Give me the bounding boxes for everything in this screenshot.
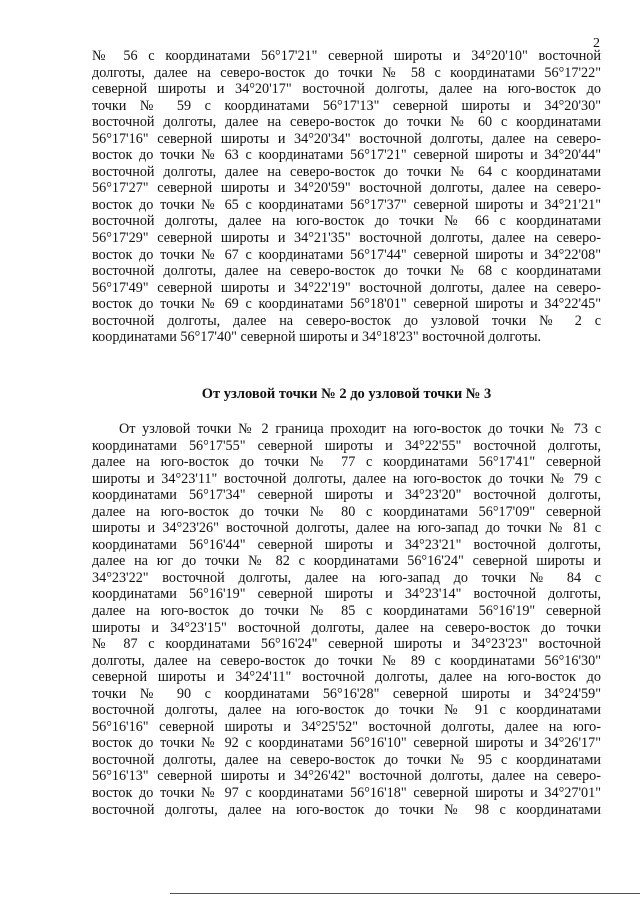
text-line: долготы, далее на северо-восток до точки № 58 с координатами 56°17'22" bbox=[92, 64, 601, 81]
text-line: восток до точки № 97 с координатами 56°16'18" северной широты и 34°27'01" bbox=[92, 785, 601, 802]
text-line: далее на юго-восток до точки № 77 с координатами 56°17'41" северной bbox=[92, 454, 601, 471]
text-line: восточной долготы, далее на северо-восток до точки № 64 с координатами bbox=[92, 163, 601, 180]
text-line: далее на юго-восток до точки № 85 с координатами 56°16'19" северной bbox=[92, 603, 601, 620]
bottom-divider bbox=[170, 893, 640, 894]
text-line: северной широты и 34°20'17" восточной долготы, далее на юго-восток до bbox=[92, 81, 601, 98]
text-line: точки № 90 с координатами 56°16'28" северной широты и 34°24'59" bbox=[92, 685, 601, 702]
text-line: долготы, далее на северо-восток до точки № 89 с координатами 56°16'30" bbox=[92, 652, 601, 669]
section-heading: От узловой точки № 2 до узловой точки № 3 bbox=[201, 386, 492, 402]
text-line: точки № 59 с координатами 56°17'13" северной широты и 34°20'30" bbox=[92, 97, 601, 114]
text-line: восточной долготы, далее на северо-восток до узловой точки № 2 с bbox=[92, 312, 601, 329]
text-line: восточной долготы, далее на юго-восток до точки № 98 с координатами bbox=[92, 801, 601, 818]
text-line: восточной долготы, далее на юго-восток до точки № 66 с координатами bbox=[92, 213, 601, 230]
text-line: далее на юг до точки № 82 с координатами 56°16'24" северной широты и bbox=[92, 553, 601, 570]
text-line: 56°17'16" северной широты и 34°20'34" восточной долготы, далее на северо- bbox=[92, 130, 601, 147]
text-line: широты и 34°23'26" восточной долготы, далее на юго-запад до точки № 81 с bbox=[92, 520, 601, 537]
text-line: восток до точки № 65 с координатами 56°17'37" северной широты и 34°21'21" bbox=[92, 196, 601, 213]
text-line: № 87 с координатами 56°16'24" северной широты и 34°23'23" восточной bbox=[92, 636, 601, 653]
text-line: широты и 34°23'15" восточной долготы, далее на северо-восток до точки bbox=[92, 619, 601, 636]
text-line: 56°16'13" северной широты и 34°26'42" восточной долготы, далее на северо- bbox=[92, 768, 601, 785]
text-line: восток до точки № 67 с координатами 56°17'44" северной широты и 34°22'08" bbox=[92, 246, 601, 263]
text-line: восточной долготы, далее на юго-восток до точки № 91 с координатами bbox=[92, 702, 601, 719]
text-line: северной широты и 34°24'11" восточной долготы, далее на юго-восток до bbox=[92, 669, 601, 686]
text-line: восточной долготы, далее на северо-восток до точки № 68 с координатами bbox=[92, 263, 601, 280]
page-number: 2 bbox=[593, 36, 600, 51]
text-line: восток до точки № 69 с координатами 56°18'01" северной широты и 34°22'45" bbox=[92, 296, 601, 313]
text-line: координатами 56°16'19" северной широты и 34°23'14" восточной долготы, bbox=[92, 586, 601, 603]
text-line: координатами 56°16'44" северной широты и 34°23'21" восточной долготы, bbox=[92, 536, 601, 553]
text-line: 56°16'16" северной широты и 34°25'52" восточной долготы, далее на юго- bbox=[92, 718, 601, 735]
paragraph-boundary-continuation bbox=[92, 48, 601, 346]
text-line: восток до точки № 63 с координатами 56°17'21" северной широты и 34°20'44" bbox=[92, 147, 601, 164]
text-line: 34°23'22" восточной долготы, далее на юго-запад до точки № 84 с bbox=[92, 569, 601, 586]
text-line: восточной долготы, далее на северо-восток до точки № 60 с координатами bbox=[92, 114, 601, 131]
text-line: От узловой точки № 2 граница проходит на юго-восток до точки № 73 с bbox=[119, 421, 601, 437]
text-line: 56°17'27" северной широты и 34°20'59" восточной долготы, далее на северо- bbox=[92, 180, 601, 197]
text-line: 56°17'49" северной широты и 34°22'19" восточной долготы, далее на северо- bbox=[92, 279, 601, 296]
text-line: восточной долготы, далее на северо-восток до точки № 95 с координатами bbox=[92, 751, 601, 768]
text-line: далее на юго-восток до точки № 80 с координатами 56°17'09" северной bbox=[92, 503, 601, 520]
paragraph-boundary-section bbox=[92, 421, 601, 818]
text-line: 56°17'29" северной широты и 34°21'35" восточной долготы, далее на северо- bbox=[92, 230, 601, 247]
text-line: восток до точки № 92 с координатами 56°16'10" северной широты и 34°26'17" bbox=[92, 735, 601, 752]
text-line: координатами 56°17'40" северной широты и 34°18'23" восточной долготы. bbox=[92, 329, 542, 346]
text-line: координатами 56°17'55" северной широты и 34°22'55" восточной долготы, bbox=[92, 437, 601, 454]
text-line: координатами 56°17'34" северной широты и 34°23'20" восточной долготы, bbox=[92, 487, 601, 504]
text-line: № 56 с координатами 56°17'21" северной широты и 34°20'10" восточной bbox=[92, 48, 601, 64]
text-line: широты и 34°23'11" восточной долготы, далее на юго-восток до точки № 79 с bbox=[92, 470, 601, 487]
